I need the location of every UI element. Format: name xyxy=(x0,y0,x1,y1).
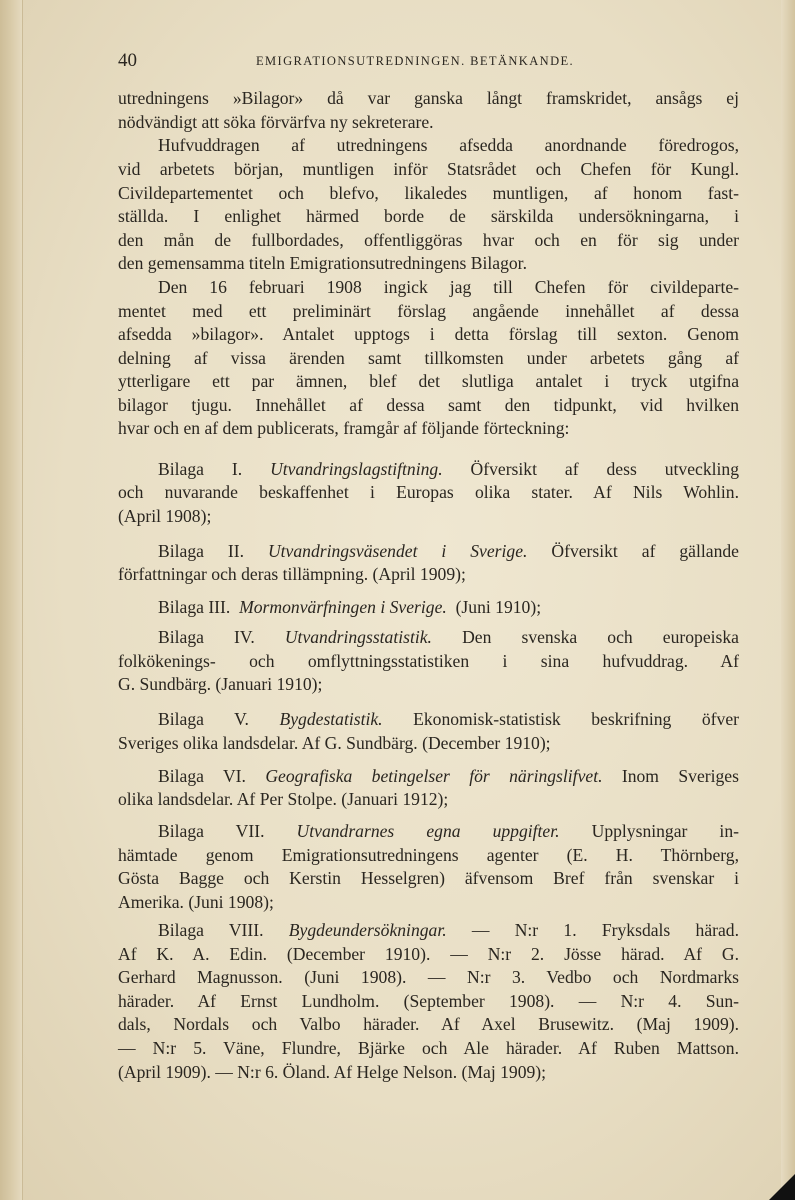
bilaga-4-line-1: folkökenings- och omflyttningsstatistiken i sina hufvuddrag. Af xyxy=(118,651,739,671)
bilaga-title: Mormonvärfningen i Sverige. xyxy=(239,597,447,617)
bilaga-8-line-3: härader. Af Ernst Lundholm. (September 1908). — N:r 4. Sun- xyxy=(118,991,739,1011)
bilaga-7-line-1: hämtade genom Emigrationsutredningens agenter (E. H. Thörnberg, xyxy=(118,845,739,865)
bilaga-text: Öfversikt af gällande xyxy=(551,541,739,561)
bilaga-7-line-3: Amerika. (Juni 1908); xyxy=(118,892,274,912)
page-gutter xyxy=(0,0,23,1200)
paragraph-2-line-4: ställda. I enlighet härmed borde de särskilda undersökningarna, i xyxy=(118,206,739,226)
running-head: EMIGRATIONSUTREDNINGEN. BETÄNKANDE. xyxy=(256,54,575,68)
paragraph-3-line-5: ytterligare ett par ämnen, blef det slutliga antalet i tryck utgifna xyxy=(118,371,739,391)
paragraph-3-line-7: hvar och en af dem publicerats, framgår af följande förteckning: xyxy=(118,418,570,438)
bilaga-4-heading xyxy=(158,626,739,650)
bilaga-title: Utvandringsstatistik. xyxy=(284,627,432,647)
bilaga-4-line-2: G. Sundbärg. (Januari 1910); xyxy=(118,674,323,694)
paragraph-3-line-6: bilagor tjugu. Innehållet af dessa samt den tidpunkt, vid hvilken xyxy=(118,395,739,415)
paragraph-3-line-1: Den 16 februari 1908 ingick jag till Chefen för civildeparte- xyxy=(158,277,739,297)
bilaga-title: Geografiska betingelser för näringslifvet. xyxy=(265,766,603,786)
bilaga-label: Bilaga II. xyxy=(158,541,244,561)
bilaga-text: Den svenska och europeiska xyxy=(462,627,739,647)
bilaga-label: Bilaga I. xyxy=(158,459,243,479)
paragraph-1-line-1: utredningens »Bilagor» då var ganska långt framskridet, ansågs ej xyxy=(118,88,739,108)
bilaga-text: Öfversikt af dess utveckling xyxy=(470,459,739,479)
bilaga-label: Bilaga III. xyxy=(158,597,231,617)
paragraph-3-line-3: afsedda »bilagor». Antalet upptogs i detta förslag till sexton. Genom xyxy=(118,324,739,344)
bilaga-8-line-4: dals, Nordals och Valbo härader. Af Axel Brusewitz. (Maj 1909). xyxy=(118,1014,739,1034)
bilaga-2-line-1: författningar och deras tillämpning. (April 1909); xyxy=(118,564,466,584)
bilaga-title: Bygdestatistik. xyxy=(279,709,383,729)
bilaga-8-line-1: Af K. A. Edin. (December 1910). — N:r 2. Jösse härad. Af G. xyxy=(118,944,739,964)
bilaga-1-line-2: (April 1908); xyxy=(118,506,212,526)
paragraph-3-line-4: delning af vissa ärenden samt tillkomsten under arbetets gång af xyxy=(118,348,739,368)
paragraph-2-line-5: den mån de fullbordades, offentliggöras hvar och en för sig under xyxy=(118,230,739,250)
page-header xyxy=(118,50,738,72)
bilaga-text: — N:r 1. Fryksdals härad. xyxy=(471,920,739,940)
bilaga-1-line-1: och nuvarande beskaffenhet i Europas olika stater. Af Nils Wohlin. xyxy=(118,482,739,502)
bilaga-title: Utvandringsväsendet i Sverige. xyxy=(267,541,528,561)
paragraph-2-line-6: den gemensamma titeln Emigrationsutredningens Bilagor. xyxy=(118,253,527,273)
bilaga-7-heading xyxy=(158,820,739,844)
page-number: 40 xyxy=(118,50,137,71)
bilaga-7-line-2: Gösta Bagge och Kerstin Hesselgren) äfvensom Bref från svenskar i xyxy=(118,868,739,888)
paragraph-3-line-2: mentet med ett preliminärt förslag angående innehållet af dessa xyxy=(118,301,739,321)
bilaga-text: Upplysningar in- xyxy=(591,821,739,841)
bilaga-text: Inom Sveriges xyxy=(621,766,739,786)
bilaga-label: Bilaga IV. xyxy=(158,627,255,647)
paragraph-2-line-1: Hufvuddragen af utredningens afsedda anordnande föredrogos, xyxy=(158,135,739,155)
bilaga-text: (Juni 1910); xyxy=(455,597,542,617)
bilaga-5-line-1: Sveriges olika landsdelar. Af G. Sundbärg. (December 1910); xyxy=(118,733,551,753)
bilaga-2-heading xyxy=(158,540,739,564)
corner-marker xyxy=(769,1174,795,1200)
bilaga-label: Bilaga VII. xyxy=(158,821,265,841)
bilaga-title: Bygdeundersökningar. xyxy=(288,920,447,940)
bilaga-label: Bilaga V. xyxy=(158,709,249,729)
bilaga-8-heading xyxy=(158,919,739,943)
bilaga-1-heading xyxy=(158,458,739,482)
paragraph-2-line-2: vid arbetets början, muntligen inför Statsrådet och Chefen för Kungl. xyxy=(118,159,739,179)
bilaga-label: Bilaga VIII. xyxy=(158,920,264,940)
bilaga-5-heading xyxy=(158,708,739,732)
bilaga-label: Bilaga VI. xyxy=(158,766,246,786)
paragraph-1-line-2: nödvändigt att söka förvärfva ny sekreterare. xyxy=(118,112,434,132)
bilaga-title: Utvandrarnes egna uppgifter. xyxy=(296,821,560,841)
bilaga-3-heading xyxy=(158,596,739,620)
bilaga-8-line-6: (April 1909). — N:r 6. Öland. Af Helge Nelson. (Maj 1909); xyxy=(118,1062,547,1082)
page-edge xyxy=(781,0,795,1200)
bilaga-8-line-2: Gerhard Magnusson. (Juni 1908). — N:r 3. Vedbo och Nordmarks xyxy=(118,967,739,987)
bilaga-6-line-1: olika landsdelar. Af Per Stolpe. (Januari 1912); xyxy=(118,789,449,809)
bilaga-6-heading xyxy=(158,765,739,789)
bilaga-text: Ekonomisk-statistisk beskrifning öfver xyxy=(413,709,739,729)
bilaga-title: Utvandringslagstiftning. xyxy=(270,459,443,479)
paragraph-2-line-3: Civildepartementet och blefvo, likaledes muntligen, af honom fast- xyxy=(118,183,739,203)
bilaga-8-line-5: — N:r 5. Väne, Flundre, Bjärke och Ale härader. Af Ruben Mattson. xyxy=(118,1038,739,1058)
